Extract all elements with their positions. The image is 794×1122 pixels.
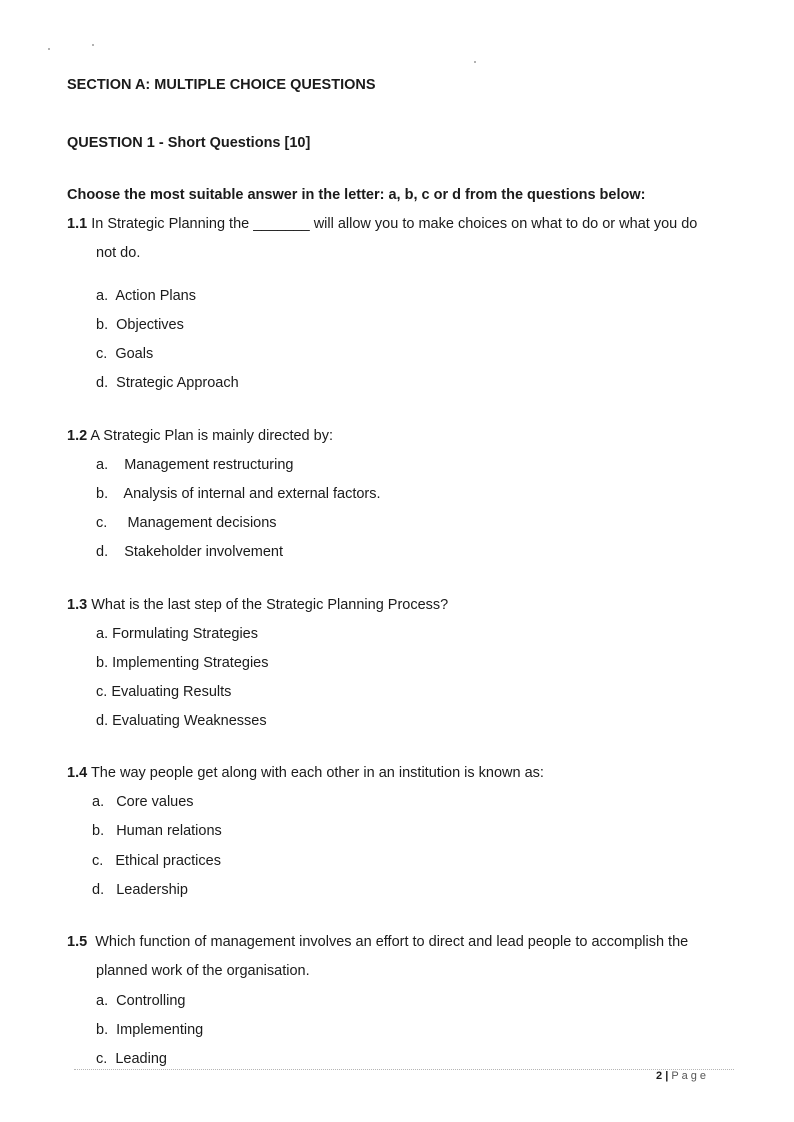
question-text: A Strategic Plan is mainly directed by: [90,428,333,444]
option-text: Stakeholder involvement [124,544,284,560]
answer-option-d [96,712,267,730]
answer-option-b [96,485,381,503]
question-text: In Strategic Planning the _______ will allow you to make choices on what to do or what you do [91,216,698,232]
option-letter: a. [92,794,105,810]
option-letter: c. [96,684,108,700]
answer-option-a [96,992,185,1010]
answer-option-d [92,881,188,899]
option-letter: c. [96,346,108,362]
option-letter: d. [92,882,105,898]
answer-option-a [96,287,196,305]
page-footer [656,1070,709,1082]
option-letter: c. [96,515,108,531]
option-text: Strategic Approach [116,375,239,391]
option-text: Implementing Strategies [112,655,269,671]
instruction: Choose the most suitable answer in the letter: a, b, c or d from the questions below: [67,187,646,203]
answer-option-a [96,625,258,643]
answer-option-d [96,374,239,392]
question-stem [67,215,697,233]
answer-option-c [96,1050,167,1068]
option-letter: a. [96,457,109,473]
question-number: 1.4 [67,765,88,781]
answer-option-b [92,822,222,840]
option-letter: a. [96,626,109,642]
answer-option-a [92,793,194,811]
answer-option-b [96,316,184,334]
option-text: Objectives [116,317,184,333]
option-text: Evaluating Weaknesses [112,713,267,729]
section-title: SECTION A: MULTIPLE CHOICE QUESTIONS [67,77,376,93]
scan-speck [48,48,50,50]
question-text: The way people get along with each other in an institution is known as: [90,765,544,781]
question-stem [67,764,544,782]
answer-option-c [92,852,221,870]
option-text: Controlling [116,993,186,1009]
scan-speck [92,44,94,46]
footer-divider [74,1069,734,1070]
question-text-continued: not do. [96,245,141,261]
option-letter: b. [92,823,105,839]
question-number: 1.3 [67,597,88,613]
question-stem [67,427,333,445]
option-text: Implementing [116,1022,204,1038]
option-text: Management decisions [127,515,277,531]
option-text: Ethical practices [115,853,221,869]
option-text: Action Plans [115,288,196,304]
option-letter: c. [92,853,104,869]
answer-option-c [96,514,277,532]
answer-option-c [96,345,153,363]
option-text: Analysis of internal and external factors. [123,486,381,502]
option-text: Leading [115,1051,167,1067]
answer-option-b [96,654,268,672]
option-letter: a. [96,288,109,304]
question-text-continued: planned work of the organisation. [96,963,310,979]
option-letter: b. [96,1022,109,1038]
option-letter: b. [96,655,109,671]
question-number: 1.2 [67,428,88,444]
option-text: Management restructuring [124,457,294,473]
answer-option-c [96,683,231,701]
option-letter: b. [96,317,109,333]
scan-speck [474,61,476,63]
question-number: 1.5 [67,934,88,950]
option-letter: d. [96,544,109,560]
question-text: Which function of management involves an effort to direct and lead people to accomplish the [95,934,689,950]
option-text: Goals [115,346,154,362]
answer-option-b [96,1021,203,1039]
option-text: Human relations [116,823,222,839]
page-separator: | [665,1070,669,1082]
option-letter: d. [96,713,109,729]
question-number: 1.1 [67,216,88,232]
question-stem [67,596,448,614]
page-number: 2 [656,1070,663,1082]
option-letter: a. [96,993,109,1009]
option-text: Evaluating Results [111,684,232,700]
page-word: Page [671,1070,710,1082]
option-letter: d. [96,375,109,391]
option-text: Leadership [116,882,188,898]
question-text: What is the last step of the Strategic Planning Process? [91,597,449,613]
answer-option-a [96,456,293,474]
option-text: Formulating Strategies [112,626,258,642]
question-heading: QUESTION 1 - Short Questions [10] [67,135,311,151]
option-letter: b. [96,486,109,502]
question-stem [67,933,688,951]
option-letter: c. [96,1051,108,1067]
option-text: Core values [116,794,194,810]
answer-option-d [96,543,283,561]
